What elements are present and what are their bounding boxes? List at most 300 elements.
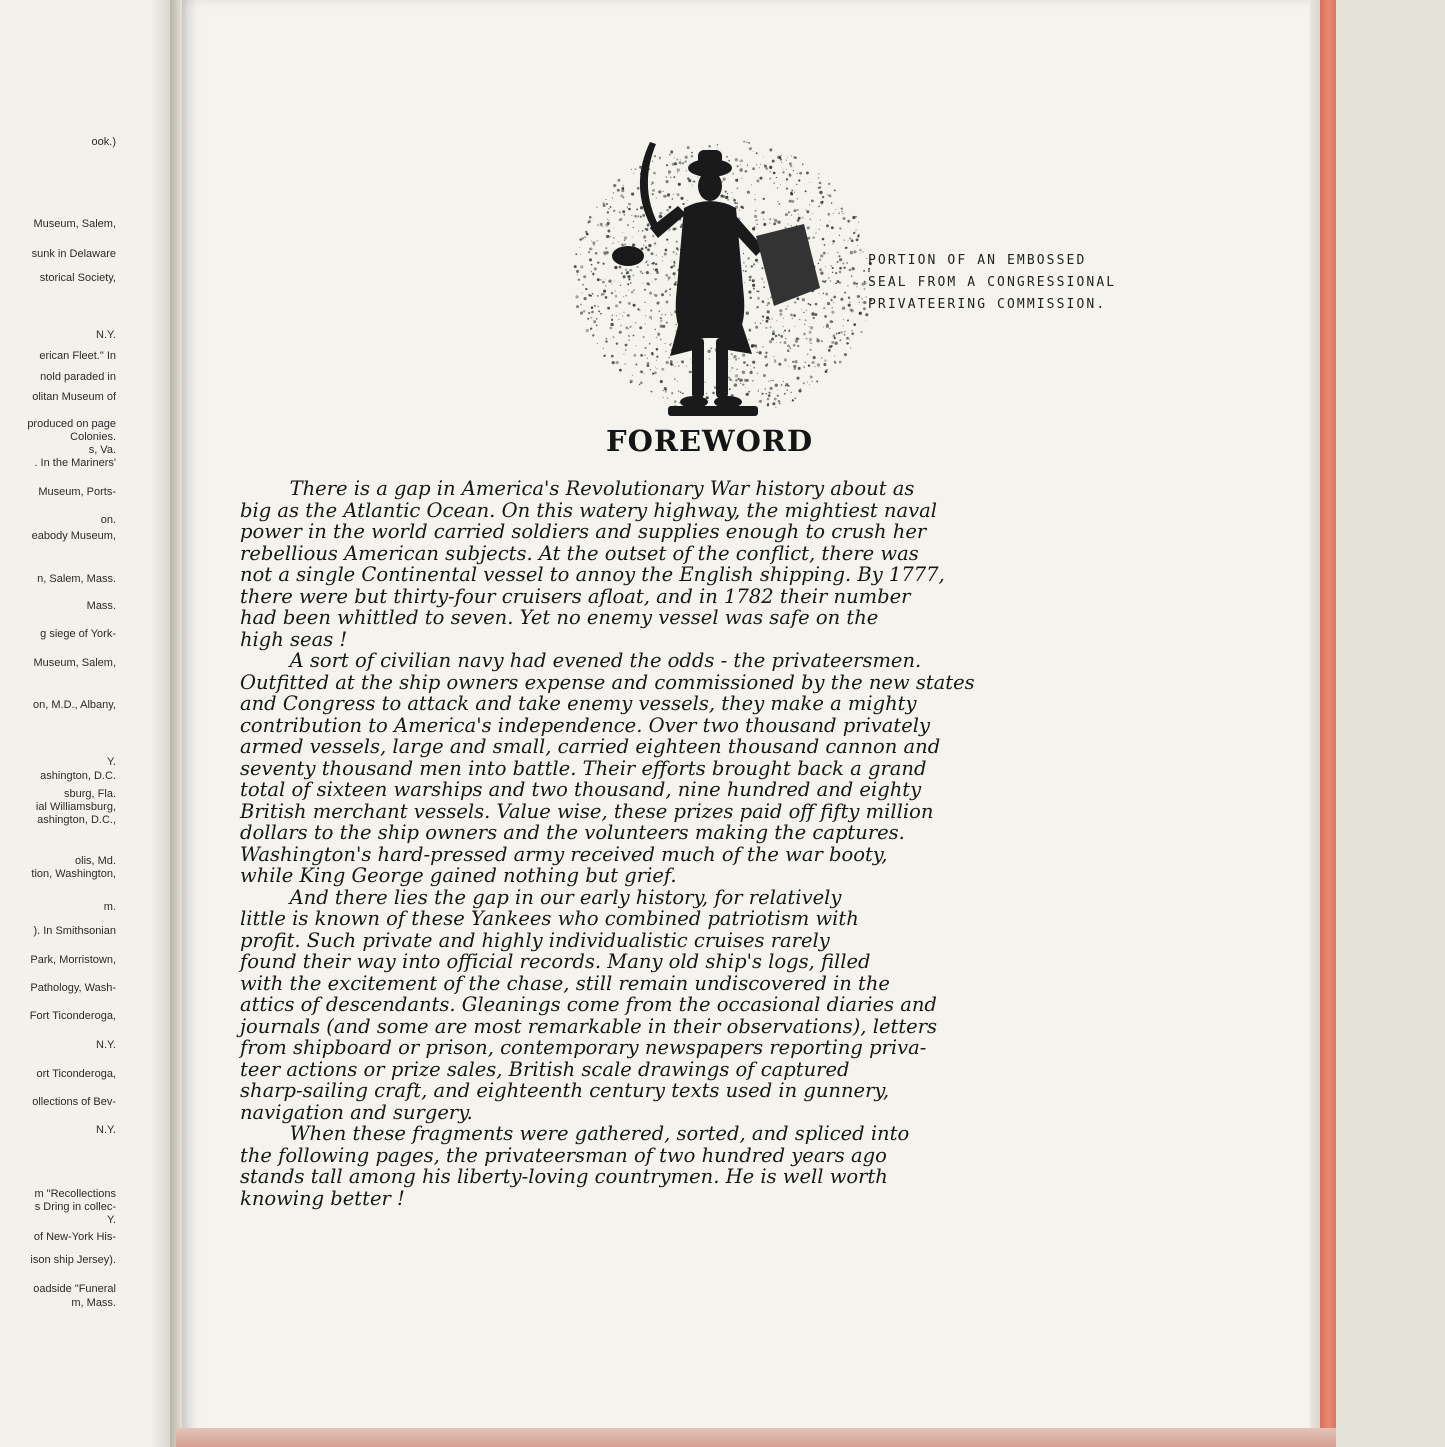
left-page-text-line: Y.	[107, 756, 116, 768]
stipple-dot	[672, 198, 674, 200]
stipple-dot	[858, 234, 860, 236]
stipple-dot	[655, 294, 658, 297]
stipple-dot	[809, 304, 811, 306]
stipple-dot	[586, 329, 589, 332]
stipple-dot	[622, 187, 624, 189]
stipple-dot	[766, 320, 769, 323]
stipple-dot	[838, 255, 840, 257]
stipple-dot	[627, 275, 630, 278]
stipple-dot	[754, 322, 756, 324]
stipple-dot	[759, 400, 762, 403]
stipple-dot	[619, 211, 621, 213]
stipple-dot	[755, 326, 758, 329]
stipple-dot	[812, 213, 813, 214]
stipple-dot	[851, 332, 854, 335]
stipple-dot	[608, 208, 610, 210]
stipple-dot	[651, 184, 653, 186]
stipple-dot	[818, 293, 819, 294]
stipple-dot	[758, 389, 759, 390]
stipple-dot	[650, 310, 652, 312]
stipple-dot	[665, 274, 668, 277]
stipple-dot	[625, 349, 626, 350]
stipple-dot	[614, 266, 617, 269]
stipple-dot	[680, 197, 683, 200]
body-text-line: Washington's hard-pressed army received much of the war booty,	[240, 842, 888, 866]
stipple-dot	[633, 227, 634, 228]
body-text-line: British merchant vessels. Value wise, these prizes paid off fifty million	[240, 799, 934, 823]
stipple-dot	[831, 307, 833, 309]
body-text-line: big as the Atlantic Ocean. On this watery highway, the mightiest naval	[240, 498, 937, 522]
stipple-dot	[791, 155, 792, 156]
left-page-text-line: of New-York His-	[33, 1231, 116, 1243]
stipple-dot	[763, 198, 765, 200]
stipple-dot	[794, 397, 796, 399]
stipple-dot	[706, 396, 709, 399]
stipple-dot	[619, 301, 622, 304]
stipple-dot	[628, 208, 631, 211]
stipple-dot	[732, 192, 733, 193]
stipple-dot	[661, 293, 664, 296]
stipple-dot	[769, 166, 772, 169]
stipple-dot	[631, 291, 634, 294]
stipple-dot	[641, 272, 643, 274]
stipple-dot	[752, 380, 754, 382]
stipple-dot	[820, 201, 823, 204]
stipple-dot	[771, 318, 773, 320]
stipple-dot	[597, 262, 599, 264]
stipple-dot	[822, 196, 824, 198]
stipple-dot	[826, 369, 828, 371]
stipple-dot	[656, 301, 659, 304]
stipple-dot	[664, 387, 667, 390]
stipple-dot	[807, 353, 809, 355]
stipple-dot	[631, 169, 632, 170]
stipple-dot	[823, 307, 825, 309]
stipple-dot	[833, 302, 834, 303]
stipple-dot	[785, 213, 788, 216]
stipple-dot	[606, 338, 608, 340]
stipple-dot	[649, 343, 650, 344]
left-page-text-line: m, Mass.	[71, 1297, 116, 1309]
stipple-dot	[862, 302, 863, 303]
stipple-dot	[809, 338, 812, 341]
stipple-dot	[844, 291, 846, 293]
stipple-dot	[794, 192, 795, 193]
stipple-dot	[848, 343, 849, 344]
stipple-dot	[798, 213, 799, 214]
stipple-dot	[673, 194, 674, 195]
stipple-dot	[801, 309, 802, 310]
stipple-dot	[583, 275, 586, 278]
stipple-dot	[805, 209, 806, 210]
stipple-dot	[687, 146, 690, 149]
stipple-dot	[814, 366, 815, 367]
stipple-dot	[848, 240, 849, 241]
stipple-dot	[649, 316, 652, 319]
stipple-dot	[733, 173, 734, 174]
stipple-dot	[631, 326, 632, 327]
stipple-dot	[773, 356, 774, 357]
stipple-dot	[596, 318, 598, 320]
stipple-dot	[737, 165, 739, 167]
stipple-dot	[755, 219, 757, 221]
stipple-dot	[847, 285, 848, 286]
stipple-dot	[593, 320, 596, 323]
stipple-dot	[575, 295, 578, 298]
stipple-dot	[745, 270, 747, 272]
stipple-dot	[686, 170, 687, 171]
stipple-dot	[793, 367, 796, 370]
stipple-dot	[742, 384, 744, 386]
stipple-dot	[853, 232, 855, 234]
left-page-text-line: m.	[103, 901, 116, 913]
left-page-text-line: n, Salem, Mass.	[37, 573, 116, 585]
stipple-dot	[652, 189, 655, 192]
stipple-dot	[841, 207, 843, 209]
stipple-dot	[834, 342, 837, 345]
stipple-dot	[576, 270, 579, 273]
stipple-dot	[673, 365, 674, 366]
stipple-dot	[775, 384, 778, 387]
stipple-dot	[680, 226, 682, 228]
stipple-dot	[747, 257, 750, 260]
stipple-dot	[651, 263, 653, 265]
stipple-dot	[609, 327, 612, 330]
left-page-text-line: s Dring in collec-	[34, 1201, 116, 1213]
left-page-text-line: N.Y.	[96, 1039, 116, 1051]
body-text-line: When these fragments were gathered, sorted, and spliced into	[240, 1122, 910, 1145]
stipple-dot	[633, 289, 635, 291]
stipple-dot	[674, 157, 675, 158]
stipple-dot	[776, 342, 777, 343]
stipple-dot	[660, 338, 662, 340]
stipple-dot	[670, 266, 673, 269]
stipple-dot	[622, 210, 625, 213]
stipple-dot	[794, 209, 797, 212]
stipple-dot	[749, 330, 751, 332]
seal-caption	[868, 250, 1208, 316]
stipple-dot	[596, 207, 597, 208]
body-text-line: with the excitement of the chase, still remain undiscovered in the	[240, 971, 890, 995]
stipple-dot	[796, 209, 798, 211]
stipple-dot	[786, 160, 787, 161]
stipple-dot	[633, 173, 634, 174]
stipple-dot	[635, 345, 636, 346]
stipple-dot	[578, 279, 580, 281]
stipple-dot	[755, 259, 758, 262]
stipple-dot	[669, 229, 671, 231]
stipple-dot	[583, 310, 586, 313]
body-text-line: total of sixteen warships and two thousand, nine hundred and eighty	[240, 778, 922, 801]
stipple-dot	[784, 393, 786, 395]
left-facing-page	[0, 0, 176, 1447]
stipple-dot	[594, 267, 597, 270]
stipple-dot	[665, 291, 667, 293]
stipple-dot	[591, 311, 593, 313]
stipple-dot	[739, 209, 740, 210]
stipple-dot	[866, 296, 867, 297]
stipple-dot	[689, 160, 690, 161]
stipple-dot	[842, 211, 843, 212]
stipple-dot	[791, 190, 793, 192]
stipple-dot	[783, 318, 784, 319]
stipple-dot	[809, 349, 811, 351]
stipple-dot	[662, 397, 663, 398]
stipple-dot	[627, 224, 629, 226]
stipple-dot	[671, 314, 673, 316]
stipple-dot	[615, 291, 616, 292]
stipple-dot	[791, 200, 794, 203]
stipple-dot	[757, 390, 759, 392]
stipple-dot	[580, 304, 581, 305]
stipple-dot	[591, 240, 592, 241]
page-title: FOREWORD	[606, 424, 814, 458]
stipple-dot	[627, 314, 630, 317]
body-text-line: A sort of civilian navy had evened the odds - the privateersmen.	[240, 649, 922, 672]
stipple-dot	[819, 182, 822, 185]
stipple-dot	[678, 183, 681, 186]
stipple-dot	[784, 341, 787, 344]
stipple-dot	[783, 331, 784, 332]
stipple-dot	[600, 279, 601, 280]
stipple-dot	[717, 144, 718, 145]
stipple-dot	[576, 305, 579, 308]
stipple-dot	[768, 380, 769, 381]
stipple-dot	[756, 291, 758, 293]
stipple-dot	[636, 266, 638, 268]
stipple-dot	[846, 262, 848, 264]
stipple-dot	[732, 381, 733, 382]
stipple-dot	[856, 286, 857, 287]
stipple-dot	[803, 312, 804, 313]
stipple-dot	[650, 273, 651, 274]
left-page-text-line: Museum, Ports-	[38, 486, 116, 498]
stipple-dot	[669, 294, 670, 295]
stipple-dot	[747, 191, 750, 194]
stipple-dot	[794, 301, 796, 303]
stipple-dot	[671, 392, 673, 394]
stipple-dot	[585, 288, 587, 290]
stipple-dot	[790, 348, 791, 349]
stipple-dot	[769, 178, 771, 180]
stipple-dot	[808, 326, 809, 327]
stipple-dot	[648, 223, 649, 224]
stipple-dot	[610, 236, 611, 237]
stipple-dot	[797, 198, 799, 200]
book-cover-edge	[1320, 0, 1336, 1440]
stipple-dot	[652, 354, 654, 356]
stipple-dot	[684, 160, 686, 162]
stipple-dot	[679, 161, 682, 164]
stipple-dot	[659, 212, 662, 215]
stipple-dot	[628, 335, 629, 336]
stipple-dot	[844, 353, 847, 356]
stipple-dot	[589, 216, 592, 219]
stipple-dot	[767, 363, 769, 365]
stipple-dot	[626, 363, 627, 364]
stipple-dot	[839, 267, 842, 270]
stipple-dot	[735, 158, 738, 161]
stipple-dot	[780, 155, 781, 156]
body-text-line: found their way into official records. Many old ship's logs, filled	[240, 950, 871, 973]
stipple-dot	[803, 382, 805, 384]
embossed-seal-illustration	[558, 128, 890, 428]
stipple-dot	[783, 381, 784, 382]
stipple-dot	[833, 296, 836, 299]
stipple-dot	[756, 351, 758, 353]
stipple-dot	[842, 213, 843, 214]
stipple-dot	[779, 313, 782, 316]
stipple-dot	[783, 169, 784, 170]
stipple-dot	[677, 172, 678, 173]
stipple-dot	[769, 148, 772, 151]
stipple-dot	[710, 347, 712, 349]
stipple-dot	[763, 301, 765, 303]
stipple-dot	[746, 312, 749, 315]
stipple-dot	[659, 158, 660, 159]
stipple-dot	[592, 241, 595, 244]
stipple-dot	[594, 305, 596, 307]
stipple-dot	[751, 370, 752, 371]
stipple-dot	[789, 329, 790, 330]
stipple-dot	[772, 330, 775, 333]
left-page-text-line: Fort Ticonderoga,	[29, 1010, 116, 1022]
stipple-dot	[754, 345, 755, 346]
stipple-dot	[735, 179, 738, 182]
stipple-dot	[793, 344, 796, 347]
stipple-dot	[769, 318, 771, 320]
stipple-dot	[652, 193, 654, 195]
stipple-dot	[763, 156, 764, 157]
stipple-dot	[777, 395, 779, 397]
stipple-dot	[738, 358, 739, 359]
stipple-dot	[624, 236, 627, 239]
seal-caption-line-2: SEAL FROM A CONGRESSIONAL	[868, 275, 1117, 290]
stipple-dot	[580, 254, 581, 255]
left-page-text-line: on, M.D., Albany,	[33, 699, 116, 711]
stipple-dot	[838, 332, 840, 334]
stipple-dot	[621, 272, 623, 274]
stipple-dot	[598, 310, 600, 312]
page-edge	[1310, 0, 1320, 1440]
stipple-dot	[763, 286, 765, 288]
stipple-dot	[859, 302, 860, 303]
stipple-dot	[798, 367, 801, 370]
stipple-dot	[693, 181, 695, 183]
stipple-dot	[818, 173, 819, 174]
body-text-line: profit. Such private and highly individualistic cruises rarely	[240, 928, 830, 952]
left-page-text-line: g siege of York-	[40, 628, 116, 640]
stipple-dot	[628, 278, 630, 280]
stipple-dot	[828, 253, 829, 254]
stipple-dot	[754, 215, 757, 218]
stipple-dot	[799, 172, 802, 175]
stipple-dot	[676, 193, 679, 196]
seal-caption-line-1: PORTION OF AN EMBOSSED	[868, 253, 1087, 268]
stipple-dot	[649, 292, 652, 295]
stipple-dot	[728, 160, 730, 162]
stipple-dot	[749, 276, 752, 279]
stipple-dot	[828, 349, 831, 352]
stipple-dot	[803, 366, 804, 367]
stipple-dot	[674, 283, 677, 286]
stipple-dot	[821, 357, 822, 358]
stipple-dot	[767, 305, 768, 306]
stipple-dot	[612, 315, 613, 316]
stipple-dot	[625, 344, 628, 347]
stipple-dot	[858, 222, 859, 223]
stipple-dot	[681, 360, 684, 363]
stipple-dot	[839, 339, 841, 341]
stipple-dot	[602, 202, 605, 205]
stipple-dot	[806, 210, 809, 213]
stipple-dot	[618, 241, 619, 242]
stipple-dot	[654, 278, 656, 280]
stipple-dot	[850, 251, 853, 254]
stipple-dot	[666, 238, 668, 240]
left-page-text-line: on.	[100, 514, 116, 526]
stipple-dot	[775, 335, 777, 337]
stipple-dot	[625, 295, 627, 297]
stipple-dot	[634, 215, 637, 218]
stipple-dot	[666, 361, 669, 364]
stipple-dot	[839, 227, 842, 230]
stipple-dot	[650, 369, 651, 370]
stipple-dot	[818, 205, 820, 207]
stipple-dot	[752, 279, 755, 282]
stipple-dot	[678, 365, 679, 366]
stipple-dot	[673, 251, 675, 253]
stipple-dot	[793, 170, 794, 171]
stipple-dot	[810, 343, 811, 344]
stipple-dot	[616, 315, 617, 316]
stipple-dot	[613, 184, 616, 187]
stipple-dot	[834, 356, 835, 357]
stipple-dot	[818, 177, 819, 178]
stipple-dot	[668, 174, 669, 175]
stipple-dot	[606, 235, 609, 238]
stipple-dot	[817, 363, 820, 366]
stipple-dot	[729, 204, 730, 205]
stipple-dot	[853, 323, 856, 326]
stipple-dot	[827, 302, 830, 305]
stipple-dot	[753, 367, 755, 369]
stipple-dot	[602, 226, 603, 227]
stipple-dot	[746, 364, 748, 366]
stipple-dot	[759, 167, 760, 168]
stipple-dot	[790, 193, 793, 196]
stipple-dot	[849, 237, 851, 239]
stipple-dot	[740, 159, 743, 162]
left-page-text-line: ison ship Jersey).	[30, 1254, 116, 1266]
stipple-dot	[645, 262, 647, 264]
stipple-dot	[824, 359, 826, 361]
stipple-dot	[859, 249, 862, 252]
stipple-dot	[797, 297, 800, 300]
stipple-dot	[592, 273, 594, 275]
stipple-dot	[605, 296, 608, 299]
stipple-dot	[627, 207, 628, 208]
stipple-dot	[785, 338, 786, 339]
stipple-dot	[640, 206, 643, 209]
left-page-text-line: sunk in Delaware	[31, 248, 116, 260]
stipple-dot	[668, 243, 669, 244]
stipple-dot	[575, 253, 577, 255]
stipple-dot	[810, 342, 811, 343]
stipple-dot	[743, 270, 744, 271]
stipple-dot	[807, 226, 810, 229]
stipple-dot	[640, 216, 642, 218]
